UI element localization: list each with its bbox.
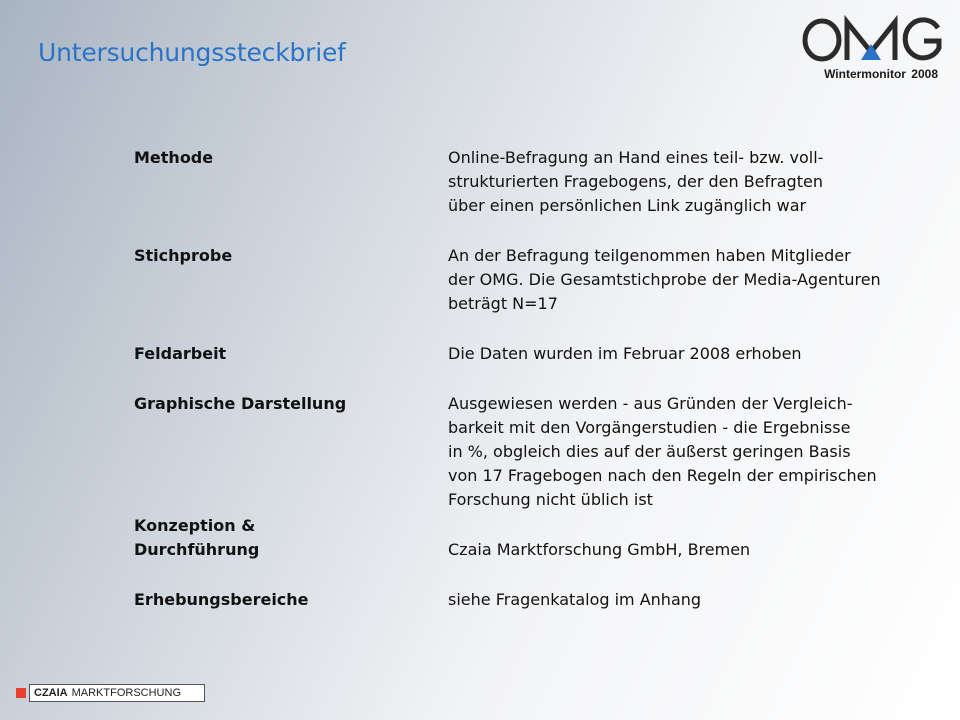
value-line: beträgt N=17	[448, 294, 558, 313]
study-profile	[134, 146, 924, 612]
row-value	[448, 342, 924, 366]
row-stichprobe	[134, 244, 924, 316]
value-line: in %, obgleich dies auf der äußerst geringen Basis	[448, 442, 851, 461]
brand-rest: MARKTFORSCHUNG	[71, 687, 181, 699]
value-line: Czaia Marktforschung GmbH, Bremen	[448, 540, 751, 559]
value-line: Online-Befragung an Hand eines teil- bzw. voll-	[448, 148, 824, 167]
row-label: Graphische Darstellung	[134, 394, 347, 413]
logo-letter-g	[905, 20, 939, 58]
value-line: siehe Fragenkatalog im Anhang	[448, 590, 702, 609]
value-line: strukturierten Fragebogens, der den Befragten	[448, 172, 823, 191]
row-value	[448, 514, 924, 562]
value-line: der OMG. Die Gesamtstichprobe der Media-Agenturen	[448, 270, 881, 289]
value-line: von 17 Fragebogen nach den Regeln der empirischen	[448, 466, 877, 485]
value-line: barkeit mit den Vorgängerstudien - die Ergebnisse	[448, 418, 851, 437]
logo-letter-o	[805, 21, 839, 59]
brand-bold: CZAIA	[34, 687, 68, 699]
page-title: Untersuchungssteckbrief	[38, 38, 346, 67]
label-line: Durchführung	[134, 540, 260, 559]
row-label	[134, 514, 444, 562]
row-label: Feldarbeit	[134, 344, 227, 363]
row-methode	[134, 146, 924, 218]
row-label: Methode	[134, 148, 214, 167]
row-feldarbeit	[134, 342, 924, 366]
row-value	[448, 146, 924, 218]
logo-subtitle: Wintermonitor 2008	[824, 67, 938, 81]
row-erhebungsbereiche	[134, 588, 924, 612]
row-graphische-darstellung	[134, 392, 924, 512]
row-konzeption	[134, 514, 924, 562]
row-value	[448, 392, 924, 512]
value-line: Forschung nicht üblich ist	[448, 490, 653, 509]
omg-logo	[800, 14, 946, 66]
value-line: Die Daten wurden im Februar 2008 erhoben	[448, 344, 802, 363]
value-line: über einen persönlichen Link zugänglich war	[448, 196, 807, 215]
value-line: An der Befragung teilgenommen haben Mitglieder	[448, 246, 851, 265]
value-line: Ausgewiesen werden - aus Gründen der Vergleich-	[448, 394, 853, 413]
row-label: Stichprobe	[134, 246, 233, 265]
footer-brand	[16, 683, 205, 703]
brand-square-icon	[16, 688, 26, 698]
row-value	[448, 244, 924, 316]
label-line: Konzeption &	[134, 516, 256, 535]
row-value	[448, 588, 924, 612]
brand-label	[29, 684, 205, 702]
row-label: Erhebungsbereiche	[134, 590, 309, 609]
